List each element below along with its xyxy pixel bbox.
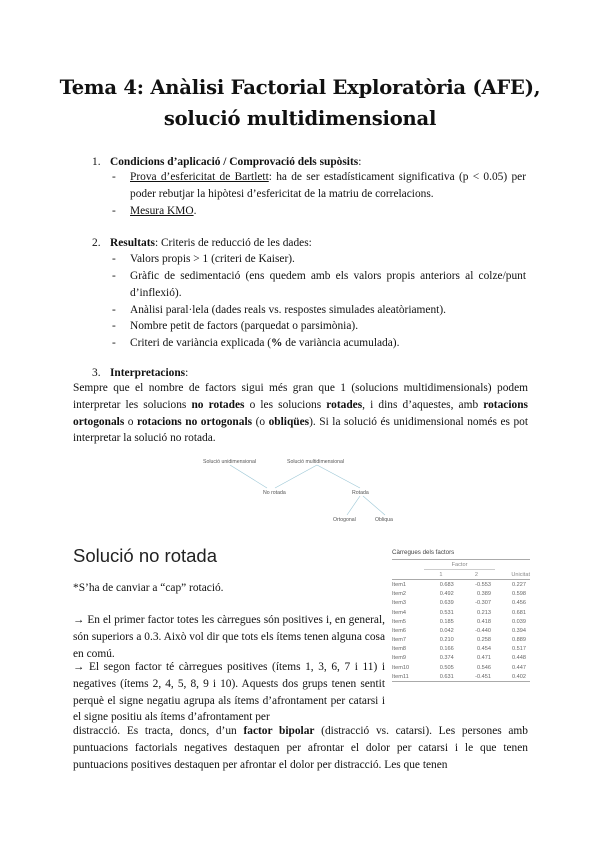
- table-row: [392, 599, 530, 608]
- second-factor-paragraph: → El segon factor té càrregues positives (ítems 1, 3, 6, 7 i 11) i negatives (ítems 2, 4, 5, 8, 9 i 10). Aquests dos grups tenen sentit perquè el signe negatiu agrupa als ítems d’afrontament per catarsi i el signe positiu als ítems d’afrontament per: [73, 661, 385, 724]
- bullet-text: Anàlisi paral·lela (dades reals vs. respostes simulades aleatòriament).: [130, 304, 446, 316]
- item-label: Item6: [392, 627, 406, 634]
- diagram-node-oblique: Obliqua: [375, 517, 393, 523]
- list-item: - Nombre petit de factors (parquedat o parsimònia).: [112, 318, 526, 335]
- diagram-node-orthogonal: Ortogonal: [333, 517, 356, 523]
- section-intro: : Criteris de reducció de les dades:: [154, 237, 312, 249]
- table-row: [392, 645, 530, 654]
- interpretation-paragraph: Sempre que el nombre de factors sigui més gran que 1 (solucions multidimensionals) podem interpretar les solucions no rotades o les solucions rotades, i dins d’aquestes, amb rotacions ortogonals o rotacions no ortogonals (o obliqües). Si la solució és unidimensional només es pot interpretar la solució no rotada.: [73, 382, 529, 445]
- loading-value: 0.447: [512, 664, 526, 671]
- diagram-edge: [347, 496, 360, 515]
- rotation-note: *S’ha de canviar a “cap” rotació.: [73, 582, 224, 594]
- list-item: - Valors propis > 1 (criteri de Kaiser).: [112, 251, 526, 268]
- diagram-node-unidimensional: Solució unidimensional: [203, 459, 257, 465]
- bullet-text: de variància acumulada).: [282, 337, 400, 349]
- loading-value: 0.394: [512, 627, 526, 634]
- bipolar-factor-paragraph: distracció. Es tracta, doncs, d’un factor bipolar (distracció vs. catarsi). Les persones amb puntuacions factorials negatives destaquen per afrontar el dolor per catarsi i le que tenen puntuacions positives destaquen per afrontar el dolor per distracció. Les que tenen: [73, 725, 528, 771]
- colon: :: [185, 367, 189, 379]
- loading-value: 0.456: [512, 600, 526, 607]
- item-label: Item8: [392, 646, 406, 653]
- diagram-node-multidimensional: Solució multidimensional: [287, 459, 345, 465]
- loading-value: 0.505: [439, 664, 454, 671]
- diagram-node-no-rotated: No rotada: [263, 490, 286, 496]
- factor-header: Factor: [424, 560, 495, 570]
- percent-symbol: %: [271, 337, 283, 349]
- factor-loadings-table: [392, 549, 530, 682]
- column-header: 2: [474, 571, 478, 578]
- title-line-2: solució multidimensional: [163, 107, 437, 130]
- list-item: - Mesura KMO.: [112, 205, 197, 217]
- table-row: [392, 663, 530, 672]
- section-heading-no-rotated: Solució no rotada: [73, 545, 217, 566]
- section-number: 1.: [92, 156, 101, 168]
- title-line-1: Tema 4: Anàlisi Factorial Exploratòria (AFE),: [59, 76, 541, 99]
- column-header: 1: [439, 571, 443, 578]
- item-label: Item3: [392, 600, 406, 607]
- diagram-edge: [275, 465, 317, 488]
- loading-value: 0.418: [477, 618, 491, 625]
- list-item: - Criteri de variància explicada (% de variància acumulada).: [112, 337, 400, 349]
- item-label: Item11: [392, 672, 424, 682]
- table-title: Càrregues dels factors: [392, 549, 455, 556]
- diagram-edge: [230, 465, 267, 488]
- item-label: Item9: [392, 655, 406, 662]
- loading-value: -0.440: [475, 627, 491, 634]
- section-number: 2.: [92, 237, 101, 249]
- table-row: [392, 590, 530, 599]
- loading-value: 0.517: [512, 646, 526, 653]
- list-item: - Anàlisi paral·lela (dades reals vs. respostes simulades aleatòriament).: [112, 302, 526, 319]
- first-factor-paragraph: → En el primer factor totes les càrregues són positives i, en general, són superiors a 0.3. Això vol dir que tots els ítems tenen alguna cosa en comú.: [73, 614, 385, 660]
- loading-value: 0.185: [439, 618, 454, 625]
- bullet-text: : ha de ser estadísticament significativa (p < 0.05) per poder rebutjar la hipòtesi d’esfericitat de la matriu de correlacions.: [130, 171, 526, 200]
- loading-value: 0.402: [495, 672, 530, 682]
- bullet-text: Nombre petit de factors (parquedat o parsimònia).: [130, 320, 359, 332]
- loading-value: 0.258: [477, 637, 491, 644]
- item-label: Item7: [392, 637, 406, 644]
- section-title: Resultats: [110, 237, 155, 249]
- loading-value: 0.598: [512, 591, 526, 598]
- loading-value: 0.492: [439, 591, 454, 598]
- bartlett-test-term: Prova d’esfericitat de Bartlett: [130, 171, 269, 183]
- diagram-edge: [363, 496, 385, 515]
- loading-value: 0.454: [477, 646, 491, 653]
- section-number: 3.: [92, 367, 101, 379]
- loading-value: 0.039: [512, 618, 526, 625]
- colon: :: [358, 156, 362, 168]
- loading-value: 0.683: [424, 580, 458, 590]
- column-header: Unicitat: [511, 571, 530, 578]
- bullet-text: Criteri de variància explicada (: [130, 337, 272, 349]
- list-item: - Prova d’esfericitat de Bartlett: ha de ser estadísticament significativa (p < 0.05) per poder rebutjar la hipòtesi d’esfericitat de la matriu de correlacions.: [112, 171, 526, 200]
- item-label: Item2: [392, 591, 406, 598]
- rotation-tree-diagram: [195, 452, 410, 532]
- loading-value: 0.531: [439, 609, 454, 616]
- loading-value: -0.451: [458, 672, 495, 682]
- bullet-text: Gràfic de sedimentació (ens quedem amb els valors propis anteriors al colze/punt d’inflexió).: [130, 270, 526, 299]
- list-item: - Gràfic de sedimentació (ens quedem amb els valors propis anteriors al colze/punt d’inflexió).: [112, 268, 526, 302]
- table-row: [392, 617, 530, 626]
- item-label: Item4: [392, 609, 406, 616]
- item-label: Item10: [392, 664, 410, 671]
- loading-value: 0.639: [439, 600, 454, 607]
- item-label: Item5: [392, 618, 406, 625]
- loading-value: 0.471: [477, 655, 491, 662]
- loading-value: 0.889: [512, 637, 526, 644]
- table-row: [392, 580, 530, 590]
- section-title: Interpretacions: [110, 367, 186, 379]
- loading-value: -0.307: [475, 600, 491, 607]
- loading-value: 0.448: [512, 655, 526, 662]
- diagram-edge: [317, 465, 360, 488]
- loading-value: -0.553: [458, 580, 495, 590]
- diagram-node-rotated: Rotada: [352, 490, 369, 496]
- loading-value: 0.210: [439, 637, 454, 644]
- bullet-text: .: [193, 205, 197, 217]
- table-row: [392, 654, 530, 663]
- table-row: [392, 636, 530, 645]
- table-row: [392, 608, 530, 617]
- loading-value: 0.631: [424, 672, 458, 682]
- table-row: [392, 672, 530, 682]
- bullet-text: Valors propis > 1 (criteri de Kaiser).: [130, 253, 295, 265]
- kmo-term: Mesura KMO: [130, 205, 194, 217]
- item-label: Item1: [392, 580, 424, 590]
- loading-value: 0.374: [439, 655, 454, 662]
- loading-value: 0.546: [477, 664, 491, 671]
- loading-value: 0.681: [512, 609, 526, 616]
- loading-value: 0.166: [439, 646, 454, 653]
- loading-value: 0.213: [477, 609, 491, 616]
- loading-value: 0.227: [495, 580, 530, 590]
- table-row: [392, 626, 530, 635]
- loading-value: 0.389: [477, 591, 491, 598]
- section-title: Condicions d’aplicació / Comprovació dels supòsits: [110, 156, 359, 168]
- loading-value: 0.042: [439, 627, 454, 634]
